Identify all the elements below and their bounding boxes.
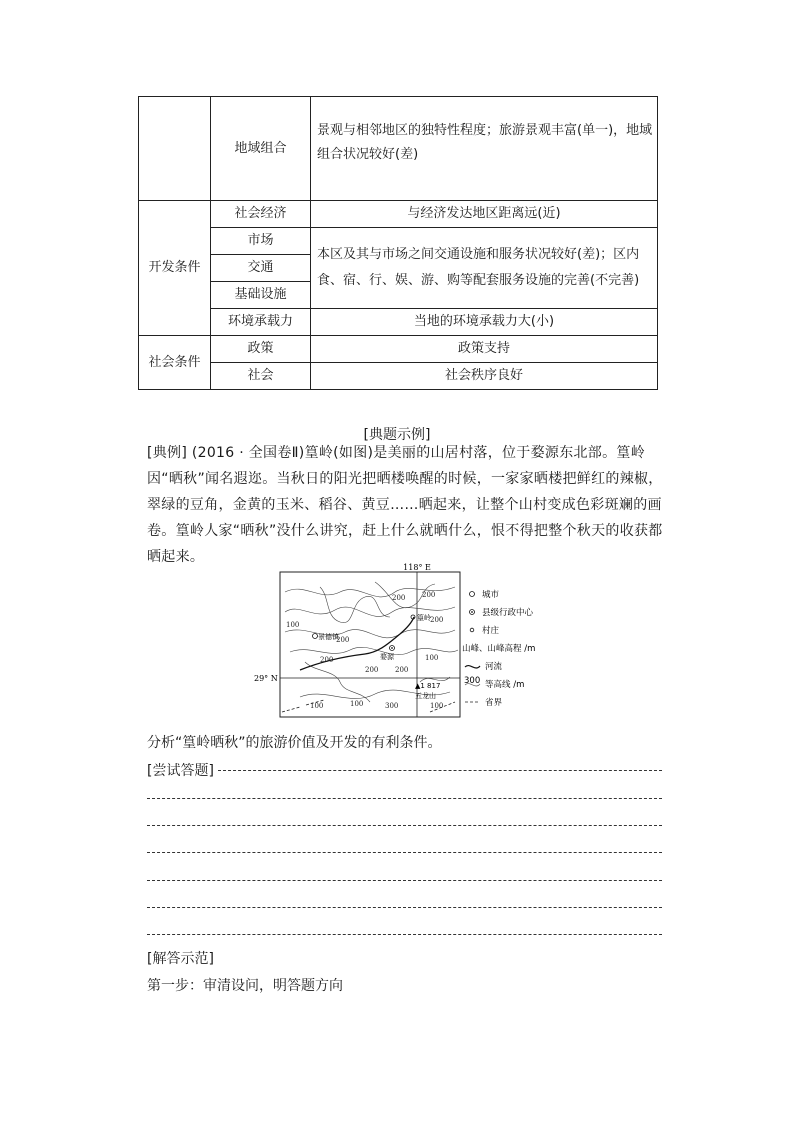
map-legend	[462, 589, 535, 708]
contour-label: 100	[425, 654, 439, 662]
huangling-map	[254, 562, 540, 720]
answer-line[interactable]	[147, 880, 662, 881]
factor-regional-combination: 地域组合	[211, 97, 311, 201]
example-paragraph: [典例] (2016 · 全国卷Ⅱ)篁岭(如图)是美丽的山居村落，位于婺源东北部。篁岭因“晒秋”闻名遐迩。当秋日的阳光把晒楼唤醒的时候，一家家晒楼把鲜红的辣椒，翠绿的豆角，金黄的玉米、稻谷、黄豆……晒起来，让整个山村变成色彩斑斓的画卷。篁岭人家“晒秋”没什么讲究，赶上什么就晒什么，恨不得把整个秋天的收获都晒起来。	[147, 445, 663, 565]
legend-contour: 等高线 /m	[485, 680, 525, 690]
text-policy: 政策支持	[311, 336, 658, 363]
resource-factors-table	[138, 96, 658, 390]
latitude-label: 29° N	[254, 674, 278, 683]
text-capacity: 当地的环境承载力大(小)	[311, 309, 658, 336]
legend-city: 城市	[482, 590, 500, 600]
contour-label: 200	[320, 656, 334, 664]
answer-line[interactable]	[147, 798, 662, 799]
factor-market: 市场	[211, 228, 311, 255]
wuyuan-label: 婺源	[380, 653, 394, 661]
longitude-label: 118° E	[403, 563, 431, 572]
section-title: [典题示例]	[363, 427, 431, 443]
huangling-label: 篁岭	[417, 614, 431, 622]
contour-label: 100	[310, 702, 324, 710]
jingdezhen-label: 景德镇	[318, 633, 339, 641]
factor-policy: 政策	[211, 336, 311, 363]
contour-label: 300	[385, 702, 399, 710]
answer-line[interactable]	[147, 825, 662, 826]
empty-group-cell	[139, 97, 211, 201]
river-icon	[465, 666, 480, 668]
factor-society: 社会	[211, 363, 311, 390]
text-economy: 与经济发达地区距离远(近)	[311, 201, 658, 228]
text-society: 社会秩序良好	[311, 363, 658, 390]
contour-label: 200	[392, 594, 406, 602]
legend-county: 县级行政中心	[482, 608, 534, 618]
factor-infrastructure: 基础设施	[211, 282, 311, 309]
answer-demo-label: [解答示范]	[147, 951, 214, 967]
peak-name-label: 五龙山	[415, 692, 436, 700]
peak-elevation-label: ▲1 817	[415, 682, 441, 690]
legend-contour-sample: 300	[464, 676, 481, 686]
contour-label: 100	[350, 700, 364, 708]
group-social: 社会条件	[139, 336, 211, 390]
contour-label: 200	[422, 591, 436, 599]
answer-line[interactable]	[218, 770, 662, 771]
answer-line[interactable]	[147, 852, 662, 853]
text-regional-combination: 景观与相邻地区的独特性程度；旅游景观丰富(单一)，地域组合状况较好(差)	[311, 97, 658, 201]
contour-label: 200	[336, 636, 350, 644]
legend-river: 河流	[485, 662, 503, 672]
step-one-text: 第一步：审清设问，明答题方向	[147, 978, 343, 994]
legend-border: 省界	[485, 698, 503, 708]
factor-economy: 社会经济	[211, 201, 311, 228]
factor-transport: 交通	[211, 255, 311, 282]
contour-label: 200	[430, 616, 444, 624]
legend-peak: 山峰、山峰高程 /m	[462, 644, 536, 654]
answer-line[interactable]	[147, 907, 662, 908]
legend-village: 村庄	[482, 626, 500, 636]
contour-label: 100	[286, 621, 300, 629]
village-icon	[470, 628, 474, 632]
group-development: 开发条件	[139, 201, 211, 336]
try-answer-label: [尝试答题]	[147, 763, 214, 779]
contour-label: 100	[430, 702, 444, 710]
contour-label: 200	[365, 666, 379, 674]
city-icon	[470, 592, 475, 597]
contour-label: 200	[395, 666, 409, 674]
answer-line[interactable]	[147, 934, 662, 935]
wuyuan-county-dot	[391, 647, 393, 649]
factor-capacity: 环境承载力	[211, 309, 311, 336]
text-market-transport: 本区及其与市场之间交通设施和服务状况较好(差)；区内食、宿、行、娱、游、购等配套服务设施的完善(不完善)	[311, 228, 658, 309]
question-text: 分析“篁岭晒秋”的旅游价值及开发的有利条件。	[147, 735, 442, 751]
